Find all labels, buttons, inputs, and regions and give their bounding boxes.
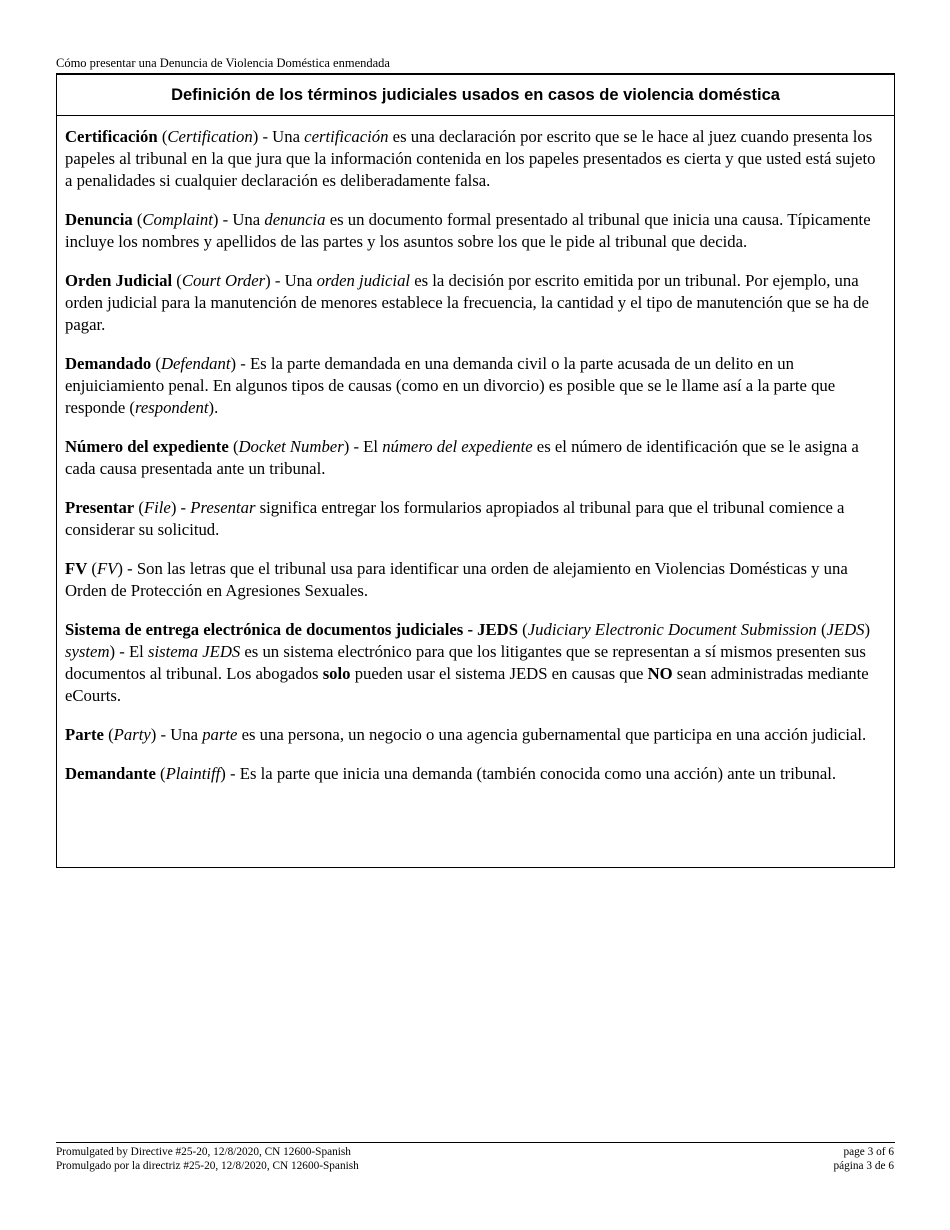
definitions-box	[56, 75, 895, 868]
definition-text: Es la parte demandada en una demanda civil o la parte acusada de un delito en un enjuiciamiento penal. En algunos tipos de causas (como en un divorcio) es posible que se le llame así a la parte que responde (respondent).	[65, 354, 836, 417]
definition-english-term: Complaint	[142, 210, 213, 229]
definition-item: Certificación (Certification) - Una certificación es una declaración por escrito que se le hace al juez cuando presenta los papeles al tribunal en la que jura que la información contenida en los papeles presentados es cierta y que usted está sujeto a penalidades si cualquier declaración es deliberadamente falsa.	[65, 127, 876, 190]
footer-directive-english: Promulgated by Directive #25-20, 12/8/2020, CN 12600-Spanish	[56, 1146, 351, 1158]
definition-item: Demandante (Plaintiff) - Es la parte que inicia una demanda (también conocida como una acción) ante un tribunal.	[65, 764, 837, 783]
definition-item: Número del expediente (Docket Number) - El número del expediente es el número de identificación que se le asigna a cada causa presentada ante un tribunal.	[65, 437, 859, 478]
definition-english-term: File	[143, 498, 171, 517]
definition-term: Demandado	[65, 354, 152, 373]
box-title: Definición de los términos judiciales usados en casos de violencia doméstica	[57, 75, 894, 116]
definition-text: El sistema JEDS es un sistema electrónico para que los litigantes que se representan a sí mismos presenten sus documentos al tribunal. Los abogados solo pueden usar el sistema JEDS en causas que NO sean administradas mediante eCourts.	[65, 642, 869, 705]
definition-english-term: FV	[96, 559, 118, 578]
definition-text: El número del expediente es el número de identificación que se le asigna a cada causa presentada ante un tribunal.	[65, 437, 859, 478]
definition-term: Presentar	[65, 498, 135, 517]
footer-directive	[56, 1145, 359, 1173]
definition-english-term: Court Order	[181, 271, 266, 290]
footer-page-number	[833, 1145, 894, 1173]
definition-term: Demandante	[65, 764, 156, 783]
definition-item: Orden Judicial (Court Order) - Una orden judicial es la decisión por escrito emitida por un tribunal. Por ejemplo, una orden judicial para la manutención de menores establece la frecuencia, la cantidad y el tipo de manutención que se ha de pagar.	[65, 271, 869, 334]
definition-english-term: Defendant	[160, 354, 231, 373]
page-header-title: Cómo presentar una Denuncia de Violencia Doméstica enmendada	[56, 56, 390, 70]
definition-term: Sistema de entrega electrónica de documentos judiciales - JEDS	[65, 620, 518, 639]
definition-item: Denuncia (Complaint) - Una denuncia es un documento formal presentado al tribunal que inicia una causa. Típicamente incluye los nombres y apellidos de las partes y los asuntos sobre los que le pide al tribunal que decida.	[65, 210, 871, 251]
footer-directive-spanish: Promulgado por la directriz #25-20, 12/8/2020, CN 12600-Spanish	[56, 1160, 359, 1172]
definition-text: Una certificación es una declaración por escrito que se le hace al juez cuando presenta los papeles al tribunal en la que jura que la información contenida en los papeles presentados es cierta y que usted está sujeto a penalidades si cualquier declaración es deliberadamente falsa.	[65, 127, 876, 190]
definition-item: Parte (Party) - Una parte es una persona, un negocio o una agencia gubernamental que participa en una acción judicial.	[65, 725, 867, 744]
definition-term: Certificación	[65, 127, 158, 146]
definition-item: FV (FV) - Son las letras que el tribunal usa para identificar una orden de alejamiento en Violencias Domésticas y una Orden de Protección en Agresiones Sexuales.	[65, 559, 848, 600]
footer-divider	[56, 1142, 895, 1143]
footer-page-spanish: página 3 de 6	[833, 1160, 894, 1172]
definitions-list	[57, 116, 894, 785]
definition-english-term: Certification	[167, 127, 253, 146]
definition-term: Parte	[65, 725, 104, 744]
definition-english-term: Party	[113, 725, 151, 744]
definition-term: Número del expediente	[65, 437, 229, 456]
definition-text: Una denuncia es un documento formal presentado al tribunal que inicia una causa. Típicamente incluye los nombres y apellidos de las partes y los asuntos sobre los que le pide al tribunal que decida.	[65, 210, 871, 251]
definition-term: Denuncia	[65, 210, 133, 229]
definition-term: Orden Judicial	[65, 271, 173, 290]
footer-page-english: page 3 of 6	[843, 1146, 894, 1158]
definition-item: Presentar (File) - Presentar significa entregar los formularios apropiados al tribunal para que el tribunal comience a considerar su solicitud.	[65, 498, 845, 539]
definition-item: Demandado (Defendant) - Es la parte demandada en una demanda civil o la parte acusada de un delito en un enjuiciamiento penal. En algunos tipos de causas (como en un divorcio) es posible que se le llame así a la parte que responde (respondent).	[65, 354, 836, 417]
definition-item: Sistema de entrega electrónica de documentos judiciales - JEDS (Judiciary Electronic Document Submission (JEDS) system) - El sistema JEDS es un sistema electrónico para que los litigantes que se representan a sí mismos presenten sus documentos al tribunal. Los abogados solo pueden usar el sistema JEDS en causas que NO sean administradas mediante eCourts.	[65, 620, 871, 705]
definition-english-term: Docket Number	[238, 437, 344, 456]
definition-term: FV	[65, 559, 88, 578]
definition-text: Es la parte que inicia una demanda (también conocida como una acción) ante un tribunal.	[239, 764, 837, 783]
definition-text: Son las letras que el tribunal usa para identificar una orden de alejamiento en Violencias Domésticas y una Orden de Protección en Agresiones Sexuales.	[65, 559, 848, 600]
definition-english-term: Judiciary Electronic Document Submission (JEDS) system	[65, 620, 871, 661]
definition-text: Una orden judicial es la decisión por escrito emitida por un tribunal. Por ejemplo, una orden judicial para la manutención de menores establece la frecuencia, la cantidad y el tipo de manutención que se ha de pagar.	[65, 271, 869, 334]
definition-text: Una parte es una persona, un negocio o una agencia gubernamental que participa en una acción judicial.	[170, 725, 867, 744]
definition-text: Presentar significa entregar los formularios apropiados al tribunal para que el tribunal comience a considerar su solicitud.	[65, 498, 845, 539]
definition-english-term: Plaintiff	[165, 764, 221, 783]
